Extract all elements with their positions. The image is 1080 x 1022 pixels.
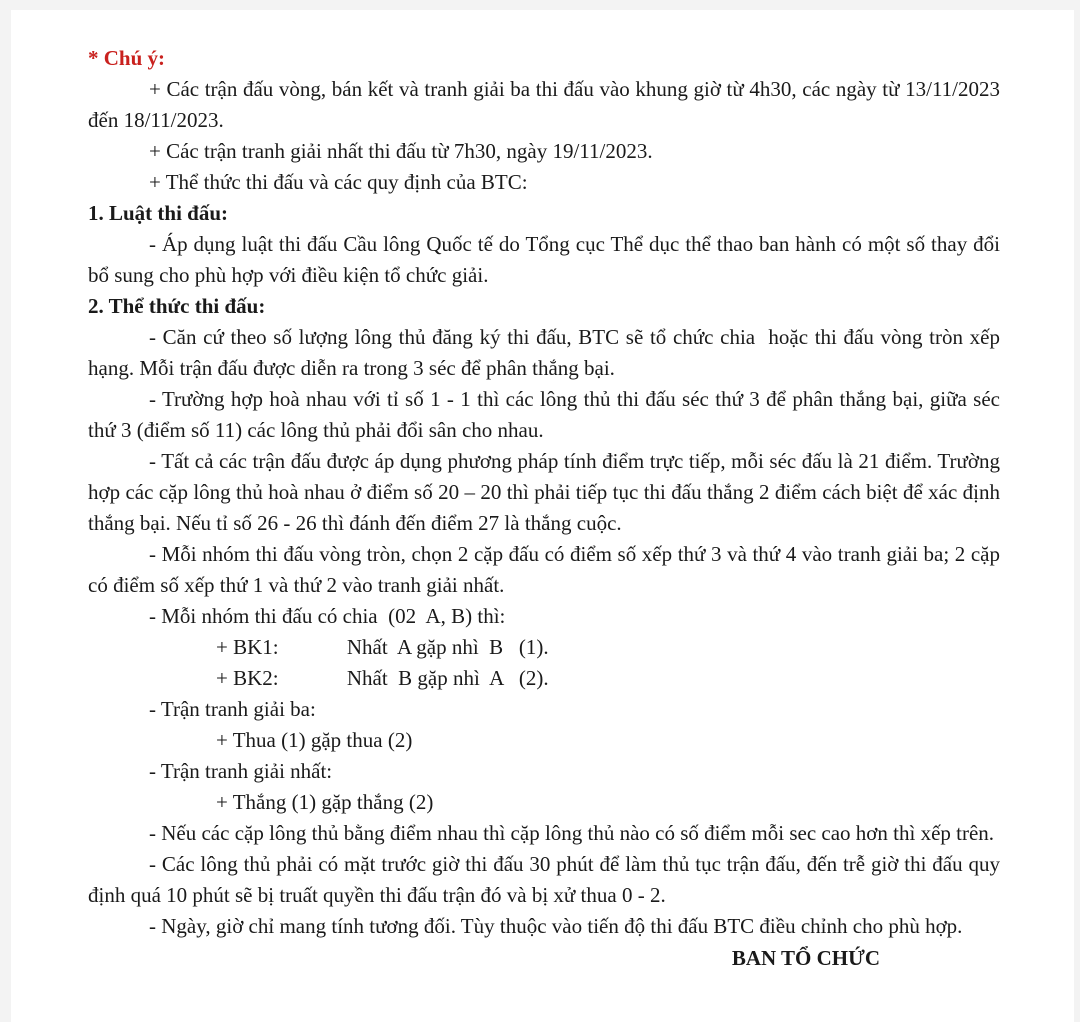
- paragraph: - Ngày, giờ chỉ mang tính tương đối. Tùy thuộc vào tiến độ thi đấu BTC điều chỉnh cho phù hợp.: [149, 914, 963, 938]
- sub-item: + BK1: Nhất A gặp nhì B (1).: [216, 635, 549, 659]
- document-body: [11, 10, 1074, 974]
- document-page: [11, 10, 1074, 1022]
- paragraph: + Các trận đấu vòng, bán kết và tranh giải ba thi đấu vào khung giờ từ 4h30, các ngày từ 13/11/2023 đến 18/11/2023.: [88, 77, 1006, 132]
- section-heading: 2. Thể thức thi đấu:: [88, 294, 266, 318]
- sub-item: + BK2: Nhất B gặp nhì A (2).: [216, 666, 549, 690]
- sub-item: + Thua (1) gặp thua (2): [216, 728, 413, 752]
- paragraph: - Các lông thủ phải có mặt trước giờ thi đấu 30 phút để làm thủ tục trận đấu, đến trễ giờ thi đấu quy định quá 10 phút sẽ bị truất quyền thi đấu trận đó và bị xử thua 0 - 2.: [88, 852, 1006, 907]
- paragraph: + Thể thức thi đấu và các quy định của BTC:: [149, 170, 528, 194]
- paragraph: - Mỗi nhóm thi đấu có chia (02 A, B) thì:: [149, 604, 506, 628]
- sub-item: + Thắng (1) gặp thắng (2): [216, 790, 434, 814]
- paragraph: - Căn cứ theo số lượng lông thủ đăng ký thi đấu, BTC sẽ tổ chức chia hoặc thi đấu vòng tròn xếp hạng. Mỗi trận đấu được diễn ra trong 3 séc để phân thắng bại.: [88, 325, 1006, 380]
- section-heading: 1. Luật thi đấu:: [88, 201, 229, 225]
- note-heading: * Chú ý:: [88, 46, 166, 70]
- paragraph: - Nếu các cặp lông thủ bằng điểm nhau thì cặp lông thủ nào có số điểm mỗi sec cao hơn thì xếp trên.: [149, 821, 995, 845]
- paragraph: + Các trận tranh giải nhất thi đấu từ 7h30, ngày 19/11/2023.: [149, 139, 653, 163]
- paragraph: - Tất cả các trận đấu được áp dụng phương pháp tính điểm trực tiếp, mỗi séc đấu là 21 điểm. Trường hợp các cặp lông thủ hoà nhau ở điểm số 20 – 20 thì phải tiếp tục thi đấu thắng 2 điểm cách biệt để xác định thắng bại. Nếu tỉ số 26 - 26 thì đánh đến điểm 27 là thắng cuộc.: [88, 449, 1006, 535]
- paragraph: - Áp dụng luật thi đấu Cầu lông Quốc tế do Tổng cục Thể dục thể thao ban hành có một số thay đổi bổ sung cho phù hợp với điều kiện tổ chức giải.: [88, 232, 1006, 287]
- paragraph: - Mỗi nhóm thi đấu vòng tròn, chọn 2 cặp đấu có điểm số xếp thứ 3 và thứ 4 vào tranh giải ba; 2 cặp có điểm số xếp thứ 1 và thứ 2 vào tranh giải nhất.: [88, 542, 1006, 597]
- signature: BAN TỔ CHỨC: [731, 946, 880, 970]
- paragraph: - Trận tranh giải ba:: [149, 697, 316, 721]
- paragraph: - Trận tranh giải nhất:: [149, 759, 333, 783]
- paragraph: - Trường hợp hoà nhau với tỉ số 1 - 1 thì các lông thủ thi đấu séc thứ 3 để phân thắng bại, giữa séc thứ 3 (điểm số 11) các lông thủ phải đổi sân cho nhau.: [88, 387, 1006, 442]
